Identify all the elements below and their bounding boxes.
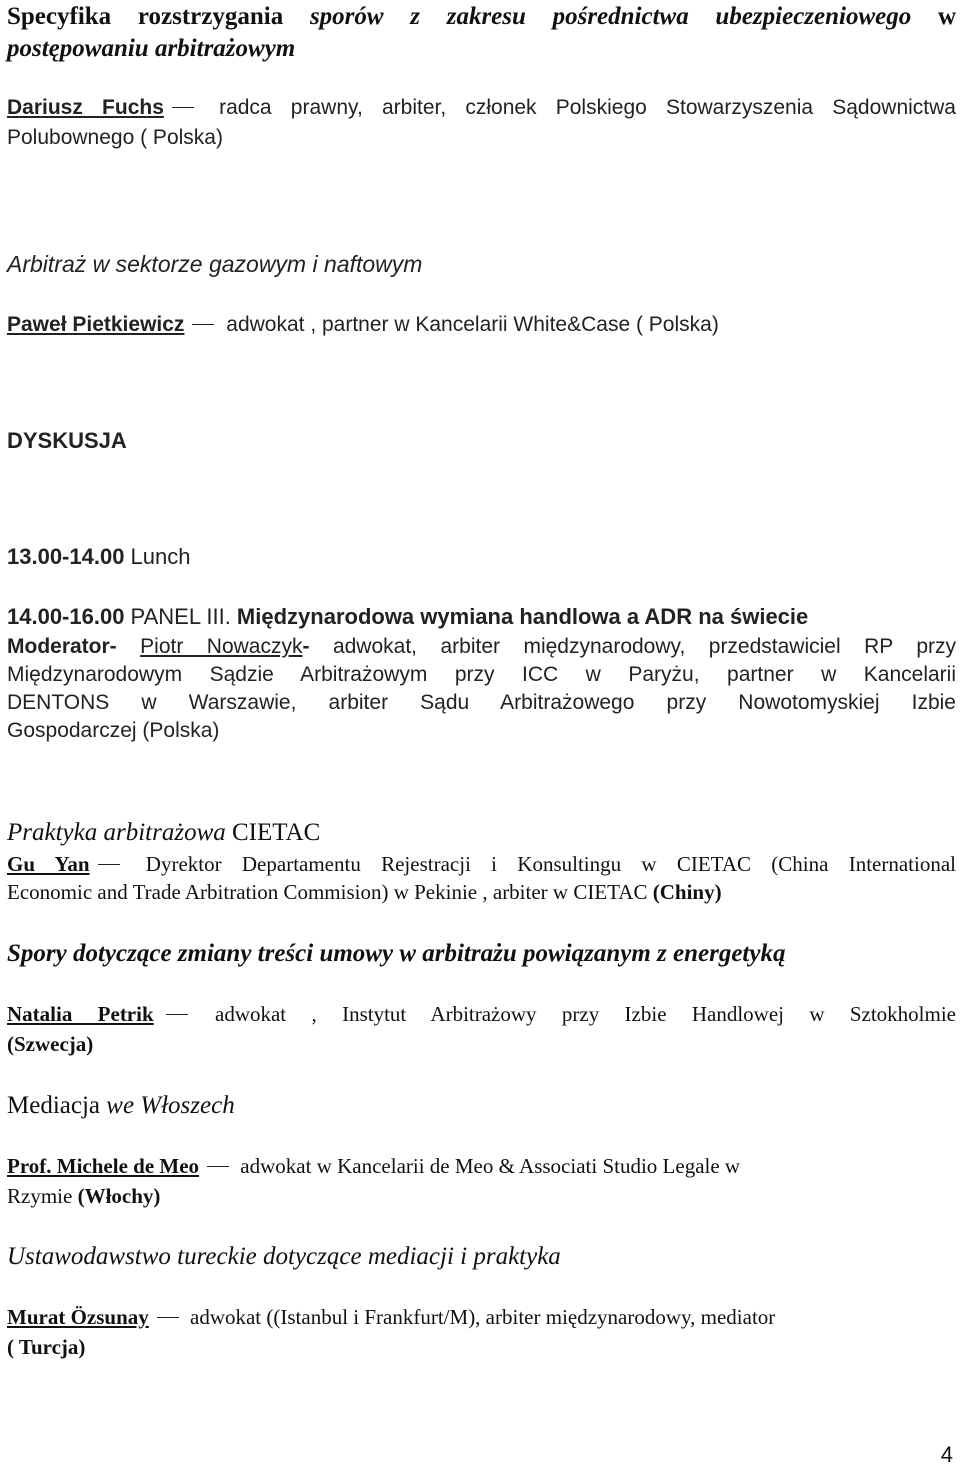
lunch-row [7,542,956,572]
moderator-desc-end: Gospodarczej [7,719,143,742]
session-3-speaker-line-2 [7,877,956,907]
discussion-label: DYSKUSJA [7,428,127,453]
lunch-time: 13.00-14.00 [7,544,125,569]
session-3-speaker [7,849,956,879]
lunch-label: Lunch [124,544,191,569]
dash-line [157,1317,179,1318]
session-6-speaker-desc: adwokat ((Istanbul i Frankfurt/M), arbiter międzynarodowy, mediator [184,1305,776,1329]
session-6-country: ( Turcja) [7,1335,86,1359]
session-4-speaker-desc: adwokat , Instytut Arbitrażowy przy Izbie Handlowej w Sztokholmie [189,1002,957,1026]
session-2-speaker [7,310,956,340]
session-4-speaker [7,999,956,1029]
panel-title: Międzynarodowa wymiana handlowa a ADR na świecie [230,604,809,629]
panel-row [7,602,956,632]
dash-line [207,1166,229,1167]
moderator-label: Moderator- [7,635,141,658]
session-5-speaker-desc: adwokat w Kancelarii de Meo & Associati Studio Legale w [235,1154,741,1178]
session-5-speaker [7,1151,956,1181]
session-4-speaker-name: Natalia Petrik [7,1002,154,1026]
session-5-title [7,1091,956,1121]
panel-moderator-line-2: Międzynarodowym Sądzie Arbitrażowym przy ICC w Paryżu, partner w Kancelarii [7,663,956,686]
session-5-speaker-line-2 [7,1181,956,1211]
session-5-speaker-desc-2: Rzymie [7,1184,78,1208]
session-3-speaker-name: Gu Yan [7,852,90,876]
session-3-speaker-desc-2: Economic and Trade Arbitration Commision) w Pekinie , arbiter w CIETAC [7,880,653,904]
session-3-title-rest: CIETAC [232,819,321,846]
dash-line [98,864,120,865]
panel-moderator-line-4 [7,716,956,746]
moderator-country: (Polska) [142,719,220,742]
moderator-dash: - [302,635,333,658]
panel-moderator-line-3: DENTONS w Warszawie, arbiter Sądu Arbitrażowego przy Nowotomyskiej Izbie [7,691,956,714]
session-5-title-italic: we Włoszech [106,1092,235,1119]
panel-moderator [7,632,956,662]
session-6-speaker-name: Murat Özsunay [7,1305,149,1329]
session-2-title: Arbitraż w sektorze gazowym i naftowym [7,251,423,277]
session-1-speaker-desc: radca prawny, arbiter, członek Polskiego Stowarzyszenia Sądownictwa [199,96,956,119]
session-3-title-italic: Praktyka arbitrażowa [7,819,232,846]
session-1-title-end: w [911,3,957,30]
session-1-title-italic: sporów z zakresu pośrednictwa ubezpieczeniowego [309,3,912,30]
session-1-title-part: Specyfika rozstrzygania [7,3,310,30]
moderator-name: Piotr Nowaczyk [140,635,303,658]
session-1-speaker-desc-line-2: Polubownego ( Polska) [7,126,223,149]
session-1-title [7,2,956,32]
moderator-desc: adwokat, arbiter międzynarodowy, przedstawiciel RP przy [332,635,957,658]
page-number: 4 [940,1442,953,1467]
session-2-speaker-name: Paweł Pietkiewicz [7,313,185,336]
session-4-title: Spory dotyczące zmiany treści umowy w arbitrażu powiązanym z energetyką [7,940,786,967]
panel-label: PANEL III. [124,604,231,629]
dash-line [192,324,214,325]
dash-line [172,107,194,108]
session-3-speaker-desc: Dyrektor Departamentu Rejestracji i Konsultingu w CIETAC (China International [125,852,956,876]
session-5-country: (Włochy) [77,1184,161,1208]
session-3-title [7,818,956,848]
session-1-title-line-2: postępowaniu arbitrażowym [7,35,296,62]
session-3-country: (Chiny) [652,880,722,904]
dash-line [166,1014,188,1015]
session-1-speaker-name: Dariusz Fuchs [7,96,164,119]
session-1-speaker [7,93,956,123]
panel-time: 14.00-16.00 [7,604,125,629]
session-4-country: (Szwecja) [7,1032,94,1056]
session-6-speaker [7,1302,956,1332]
session-6-title: Ustawodawstwo tureckie dotyczące mediacji i praktyka [7,1243,561,1270]
session-5-speaker-name: Prof. Michele de Meo [7,1154,200,1178]
session-2-speaker-desc: adwokat , partner w Kancelarii White&Case ( Polska) [220,313,719,336]
session-5-title-part: Mediacja [7,1092,107,1119]
